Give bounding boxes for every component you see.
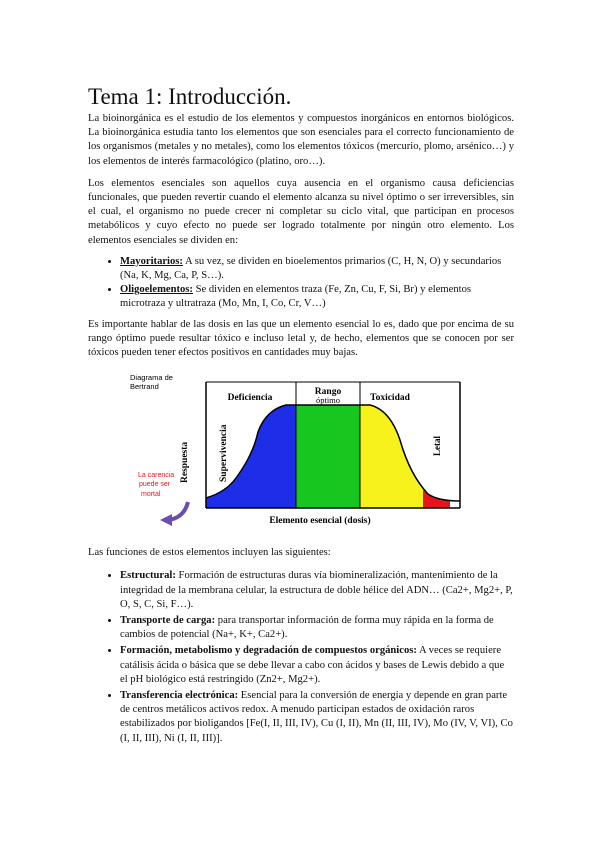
function-text: A veces se requiere catálisis ácida o básica que se debe llevar a cabo con ácidos y bases de Lewis debido a que el pH biológico está restringido (Zn2+, Mg2+). — [120, 645, 505, 685]
function-text: para transportar información de forma muy rápida en la forma de cambios de potencial (Na+, K+, Ca2+). — [120, 615, 494, 641]
carence-arrowhead-icon — [160, 514, 172, 526]
function-text: Formación de estructuras duras vía biomineralización, mantenimiento de la integridad de la membrana celular, la estructura de doble hélice del ADN… (Ca2+, Mg2+, P, O, S, C, Si, F…). — [120, 570, 513, 610]
survival-label: Supervivencia — [219, 424, 229, 483]
class-text: A su vez, se dividen en bioelementos primarios (C, H, N, O) y secundarios (Na, K, Mg, Ca, P, S…). — [120, 255, 502, 282]
class-text: Se dividen en elementos traza (Fe, Zn, Cu, F, Si, Br) y elementos microtraza y ultratraza (Mo, Mn, I, Co, Cr, V…) — [120, 284, 472, 310]
document-page — [88, 84, 514, 748]
carence-label-3: mortal — [141, 491, 161, 499]
bertrand-diagram-svg — [88, 370, 514, 540]
deficiency-label: Deficiencia — [227, 393, 273, 404]
function-label: Transporte de carga: — [120, 615, 216, 627]
bertrand-diagram — [88, 370, 514, 540]
optimal-green-region — [296, 405, 360, 508]
optimal-label-1: Rango — [314, 387, 342, 398]
diagram-label-1: Diagrama de — [130, 373, 173, 383]
list-item — [120, 689, 514, 746]
dose-paragraph: Es importante hablar de las dosis en las que un elemento esencial lo es, dado que por encima de su rango óptimo puede resultar tóxico e incluso letal y, de hecho, elementos que se conocen por ser tóxicos pueden tener efectos positivos en cantidades muy bajas. — [88, 318, 514, 359]
class-label: Mayoritarios: — [120, 255, 183, 267]
function-label: Transferencia electrónica: — [120, 690, 239, 702]
list-item — [120, 255, 514, 283]
carence-label-1: La carencia — [138, 472, 175, 480]
intro-paragraph: La bioinorgánica es el estudio de los elementos y compuestos inorgánicos en entornos biológicos. La bioinorgánica estudia tanto los elementos que son esenciales para el correcto funcionamiento de los organismos (metales y no metales), como los elementos tóxicos (mercurio, plomo, arsénico…) y los elementos de interés farmacológico (platino, oro…). — [88, 113, 514, 167]
carence-label-2: puede ser — [139, 481, 171, 489]
lethal-label: Letal — [432, 436, 442, 457]
function-label: Formación, metabolismo y degradación de compuestos orgánicos: — [120, 645, 417, 657]
class-label: Oligoelementos: — [120, 284, 193, 296]
function-label: Estructural: — [120, 570, 176, 582]
page-title: Tema 1: Introducción. — [88, 84, 292, 109]
functions-intro: Las funciones de estos elementos incluyen las siguientes: — [88, 547, 331, 559]
list-item — [120, 644, 514, 687]
essential-paragraph: Los elementos esenciales son aquellos cuya ausencia en el organismo causa deficiencias funcionales, que pueden revertir cuando el elemento alcanza su nivel óptimo o ser irreversibles, sin el cual, el organismo no puede crecer ni completar su ciclo vital, que participan en procesos metabólicos y cuyo efecto no puede ser logrado totalmente por ningún otro elemento. Los elementos esenciales se dividen en: — [88, 177, 514, 246]
list-item — [120, 283, 514, 311]
x-axis-label: Elemento esencial (dosis) — [269, 516, 371, 527]
optimal-label-2: óptimo — [315, 395, 341, 406]
list-item — [120, 614, 514, 642]
list-item — [120, 569, 514, 612]
toxicity-label: Toxicidad — [370, 393, 410, 404]
function-text: Esencial para la conversión de energía y depende en gran parte de centros metálicos activos redox. A menudo participan estados de oxidación raros estabilizados por bioligandos [Fe(I, II, III, IV), Cu (I, II), Mn (II, III, IV), Mo (IV, V, VI), Co (I, II, III), Ni (I, II, III)]. — [120, 690, 513, 744]
response-label: Respuesta — [180, 442, 190, 484]
classes-list — [88, 255, 514, 312]
diagram-label-2: Bertrand — [130, 382, 159, 392]
functions-list — [88, 569, 514, 745]
